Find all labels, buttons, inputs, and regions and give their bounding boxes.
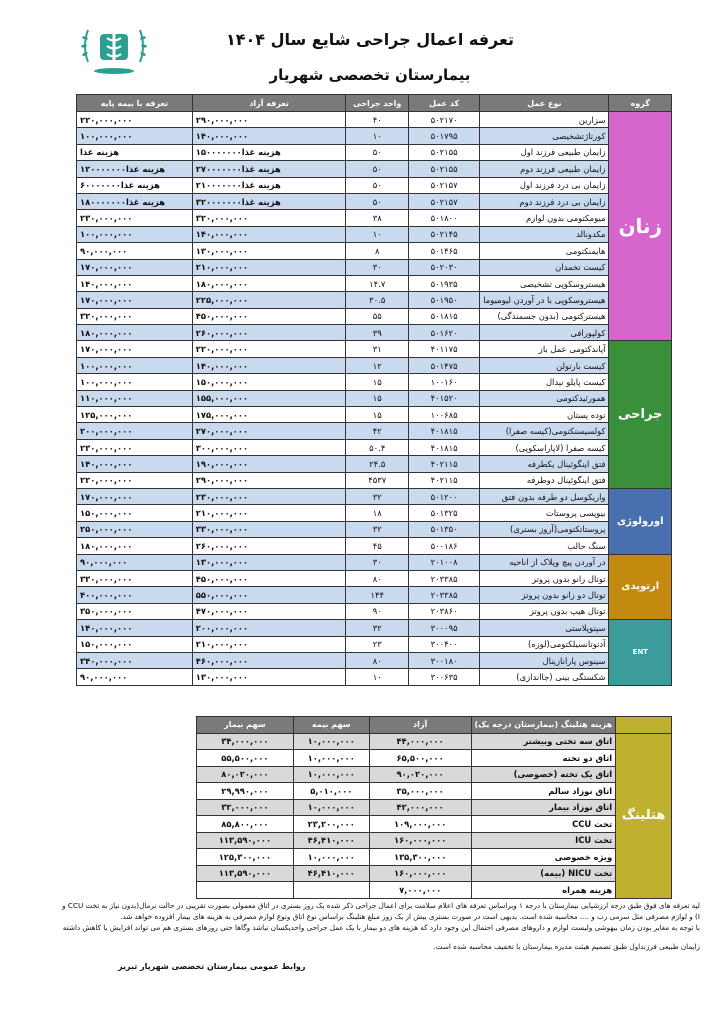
hoteling-free: ۹۰,۰۲۰,۰۰۰: [369, 766, 471, 783]
free-tariff: ۱۴۰,۰۰۰,۰۰۰: [192, 128, 346, 144]
hoteling-insurance: ۱۰,۰۰۰,۰۰۰: [293, 766, 369, 783]
operation-name: هیستروسکوپی با در آوردن لیومیوما: [480, 292, 609, 308]
operation-name: سنگ حالب: [480, 538, 609, 554]
insurance-tariff: ۱۲۵,۰۰۰,۰۰۰: [77, 407, 193, 423]
surgery-unit: ۱۴.۷: [346, 275, 409, 291]
table-row: [77, 456, 672, 472]
table-row: [77, 128, 672, 144]
operation-name: هیسترکتومی (بدون جسمندگی): [480, 308, 609, 324]
hoteling-patient: ۵۵,۵۰۰,۰۰۰: [197, 750, 294, 767]
operation-code: ۳۰۰۰۹۵: [409, 620, 480, 636]
hoteling-row: [197, 766, 672, 783]
operation-code: ۵۰۱۴۶۵: [409, 243, 480, 259]
operation-code: ۲۰۱۰۰۸: [409, 554, 480, 570]
free-tariff: ۲۲۵,۰۰۰,۰۰۰: [192, 292, 346, 308]
surgery-unit: ۳۹: [346, 325, 409, 341]
surgery-tariff-table: [76, 94, 672, 686]
hoteling-insurance: ۴۶,۴۱۰,۰۰۰: [293, 832, 369, 849]
operation-name: آپاندکتومی عمل باز: [480, 341, 609, 357]
insurance-tariff: ۱۰۰,۰۰۰,۰۰۰: [77, 357, 193, 373]
operation-code: ۵۰۲۱۵۵: [409, 144, 480, 160]
footer-public-relations: روابط عمومی بیمارستان تخصصی شهریار تبریز: [118, 962, 306, 971]
table-row: [77, 587, 672, 603]
hoteling-header-insurance: سهم بیمه: [293, 717, 369, 734]
operation-code: ۵۰۱۳۲۵: [409, 505, 480, 521]
operation-name: توده پستان: [480, 407, 609, 423]
operation-name: سینوس پارانازینال: [480, 652, 609, 668]
surgery-unit: ۱۸: [346, 505, 409, 521]
hoteling-header-row: [197, 717, 672, 734]
operation-code: ۵۰۱۷۹۵: [409, 128, 480, 144]
surgery-unit: ۱۰: [346, 128, 409, 144]
surgery-unit: ۵۰: [346, 161, 409, 177]
surgery-unit: ۳۸: [346, 210, 409, 226]
insurance-tariff: ۲۰۰,۰۰۰,۰۰۰: [77, 423, 193, 439]
operation-code: ۵۰۲۱۵۷: [409, 177, 480, 193]
surgery-unit: ۱۵: [346, 407, 409, 423]
surgery-unit: ۵۰: [346, 177, 409, 193]
notes-section: [60, 900, 700, 952]
table-row: [77, 407, 672, 423]
hoteling-insurance: ۵,۰۱۰,۰۰۰: [293, 783, 369, 800]
insurance-tariff: ۲۳۰,۰۰۰,۰۰۰: [77, 439, 193, 455]
operation-name: توتال هیپ بدون پروتز: [480, 603, 609, 619]
operation-code: ۲۰۳۳۸۵: [409, 587, 480, 603]
table-row: [77, 603, 672, 619]
surgery-unit: ۳۱: [346, 341, 409, 357]
table-row: [77, 652, 672, 668]
operation-code: ۴۰۲۱۱۵: [409, 456, 480, 472]
hoteling-header-free: آزاد: [369, 717, 471, 734]
operation-name: در آوردن پیچ وپلاک از اناحیه: [480, 554, 609, 570]
hoteling-insurance: ۲۳,۲۰۰,۰۰۰: [293, 816, 369, 833]
table-row: [77, 210, 672, 226]
operation-name: زایمان بی درد فرزند اول: [480, 177, 609, 193]
operation-code: ۳۰۰۴۰۰: [409, 636, 480, 652]
operation-name: واریکوسل دو طرفه بدون فتق: [480, 488, 609, 504]
free-tariff: ۴۵۰,۰۰۰,۰۰۰: [192, 570, 346, 586]
operation-code: ۵۰۱۴۷۵: [409, 357, 480, 373]
insurance-tariff: ۳۳۰,۰۰۰,۰۰۰: [77, 570, 193, 586]
surgery-unit: ۲۴.۵: [346, 456, 409, 472]
operation-code: ۵۰۲۱۵۵: [409, 161, 480, 177]
operation-code: ۵۰۲۱۴۵: [409, 226, 480, 242]
surgery-unit: ۱۵: [346, 374, 409, 390]
operation-code: ۴۰۱۵۲۰: [409, 390, 480, 406]
free-tariff: ۱۴۰,۰۰۰,۰۰۰: [192, 226, 346, 242]
hoteling-item: اتاق سه تختی وبیشتر: [471, 733, 616, 750]
free-tariff: هزینه غذا۳۲۰۰۰۰۰۰۰: [192, 193, 346, 209]
hoteling-insurance: ۱۰,۰۰۰,۰۰۰: [293, 799, 369, 816]
insurance-tariff: ۲۳۰,۰۰۰,۰۰۰: [77, 210, 193, 226]
hoteling-free: ۳۵,۰۰۰,۰۰۰: [369, 783, 471, 800]
insurance-tariff: ۱۴۰,۰۰۰,۰۰۰: [77, 275, 193, 291]
hoteling-item: تخت NICU (بیمه): [471, 865, 616, 882]
operation-name: کورتاژتشخیصی: [480, 128, 609, 144]
hoteling-patient: ۳۲,۰۰۰,۰۰۰: [197, 799, 294, 816]
free-tariff: ۲۶۰,۰۰۰,۰۰۰: [192, 538, 346, 554]
header-code: کد عمل: [409, 95, 480, 112]
operation-code: ۲۰۳۳۸۵: [409, 570, 480, 586]
table-row: [77, 259, 672, 275]
free-tariff: ۲۶۰,۰۰۰,۰۰۰: [192, 325, 346, 341]
operation-name: سپتوپلاستی: [480, 620, 609, 636]
surgery-unit: ۱۴۴: [346, 587, 409, 603]
header-group: گروه: [609, 95, 672, 112]
header-operation: نوع عمل: [480, 95, 609, 112]
insurance-tariff: ۳۴۰,۰۰۰,۰۰۰: [77, 652, 193, 668]
insurance-tariff: هزینه غذا۱۸۰۰۰۰۰۰۰: [77, 193, 193, 209]
free-tariff: ۱۹۰,۰۰۰,۰۰۰: [192, 456, 346, 472]
insurance-tariff: ۱۴۰,۰۰۰,۰۰۰: [77, 620, 193, 636]
header-unit: واحد جراحی: [346, 95, 409, 112]
table-row: [77, 669, 672, 685]
operation-code: ۴۰۲۱۱۵: [409, 472, 480, 488]
operation-code: ۱۰۰۱۶۰: [409, 374, 480, 390]
insurance-tariff: ۹۰,۰۰۰,۰۰۰: [77, 554, 193, 570]
hoteling-row: [197, 882, 672, 899]
insurance-tariff: ۹۰,۰۰۰,۰۰۰: [77, 669, 193, 685]
operation-name: فتق اینگوئینال یکطرفه: [480, 456, 609, 472]
operation-name: کیسه صفرا (لاپاراسکوپی): [480, 439, 609, 455]
operation-name: میومکتومی بدون لوازم: [480, 210, 609, 226]
operation-code: ۵۰۲۱۵۷: [409, 193, 480, 209]
operation-name: هایمنکتومی: [480, 243, 609, 259]
hoteling-patient: ۱۱۳,۵۹۰,۰۰۰: [197, 865, 294, 882]
insurance-tariff: ۱۰۰,۰۰۰,۰۰۰: [77, 128, 193, 144]
hoteling-header-name: هزینه هتلینگ (بیمارستان درجه یک): [471, 717, 616, 734]
hoteling-row: [197, 783, 672, 800]
group-cell: ENT: [609, 620, 672, 686]
free-tariff: ۴۵۰,۰۰۰,۰۰۰: [192, 308, 346, 324]
note-3: با توجه به مغایر بودن زمان بیهوشی ولیست لوازم و داروهای مصرفی احتمال این وجود دارد که هزینه های دو بیمار با یک عمل جراحی واحدیکسان نباشد وگاها حتی روزهای بستری هم می تواند افزایش یا کاهش داشته: [62, 923, 700, 932]
header-free-tariff: تعرفه آزاد: [192, 95, 346, 112]
insurance-tariff: ۱۰۰,۰۰۰,۰۰۰: [77, 226, 193, 242]
insurance-tariff: هزینه غذا: [77, 144, 193, 160]
insurance-tariff: هزینه غذا۶۰۰۰۰۰۰۰: [77, 177, 193, 193]
surgery-unit: ۱۵: [346, 390, 409, 406]
free-tariff: هزینه غذا۲۱۰۰۰۰۰۰۰: [192, 177, 346, 193]
table-row: [77, 620, 672, 636]
table-row: [77, 505, 672, 521]
hoteling-item: تخت CCU: [471, 816, 616, 833]
insurance-tariff: ۱۷۰,۰۰۰,۰۰۰: [77, 341, 193, 357]
operation-code: ۵۰۰۱۸۶: [409, 538, 480, 554]
table-row: [77, 341, 672, 357]
free-tariff: ۲۱۰,۰۰۰,۰۰۰: [192, 636, 346, 652]
surgery-unit: ۵۰.۴: [346, 439, 409, 455]
operation-code: ۵۰۱۹۵۰: [409, 292, 480, 308]
surgery-unit: ۸: [346, 243, 409, 259]
surgery-unit: ۳۲: [346, 521, 409, 537]
hoteling-table: [196, 716, 672, 899]
note-4: زایمان طبیعی فرزنداول طبق تصمیم هیئت مدیره بیمارستان با تخفیف محاسبه شده است.: [433, 942, 700, 951]
table-row: [77, 161, 672, 177]
hoteling-free: ۶۵,۵۰۰,۰۰۰: [369, 750, 471, 767]
operation-code: ۴۰۱۸۱۵: [409, 423, 480, 439]
hoteling-insurance: ۴۶,۴۱۰,۰۰۰: [293, 865, 369, 882]
table-row: [77, 554, 672, 570]
free-tariff: ۴۶۰,۰۰۰,۰۰۰: [192, 652, 346, 668]
surgery-unit: ۲۳: [346, 636, 409, 652]
operation-name: هیستروسکوپی تشخیصی: [480, 275, 609, 291]
hoteling-item: تخت ICU: [471, 832, 616, 849]
table-row: [77, 308, 672, 324]
surgery-unit: ۴۵۳۷: [346, 472, 409, 488]
free-tariff: ۲۱۰,۰۰۰,۰۰۰: [192, 505, 346, 521]
table-row: [77, 488, 672, 504]
hoteling-item: اتاق دو تخته: [471, 750, 616, 767]
operation-name: زایمان طبیعی فرزند اول: [480, 144, 609, 160]
surgery-unit: ۳۲: [346, 620, 409, 636]
operation-name: فتق اینگوئینال دوطرفه: [480, 472, 609, 488]
surgery-unit: ۴۲: [346, 423, 409, 439]
free-tariff: ۱۷۵,۰۰۰,۰۰۰: [192, 407, 346, 423]
insurance-tariff: ۱۰۰,۰۰۰,۰۰۰: [77, 374, 193, 390]
operation-name: کیست پایلو نیدال: [480, 374, 609, 390]
surgery-unit: ۳۲: [346, 488, 409, 504]
free-tariff: ۲۳۰,۰۰۰,۰۰۰: [192, 488, 346, 504]
insurance-tariff: ۱۵۰,۰۰۰,۰۰۰: [77, 505, 193, 521]
operation-code: ۵۰۲۰۳۰: [409, 259, 480, 275]
note-1: لیه تعرفه های فوق طبق درجه ارزشیابی بیمارستان با درجه ۱ وبراساس تعرفه های اعلام سلامت برای اعمال جراحی ذکر شده یک روز بستری در اتاق معمولی بصورت تقریبی در حالت نرمال(بدون نیاز به تخت CCU و: [62, 901, 700, 910]
header-insurance-tariff: تعرفه با بیمه پایه: [77, 95, 193, 112]
hoteling-free: ۴۴,۰۰۰,۰۰۰: [369, 733, 471, 750]
operation-name: آدنوتانسیلکتومی(لوزه): [480, 636, 609, 652]
operation-code: ۳۰۰۶۳۵: [409, 669, 480, 685]
free-tariff: ۱۸۰,۰۰۰,۰۰۰: [192, 275, 346, 291]
operation-name: توتال دو زانو بدون پروتز: [480, 587, 609, 603]
table-row: [77, 423, 672, 439]
operation-name: همورئیدکتومی: [480, 390, 609, 406]
operation-name: سزارین: [480, 112, 609, 128]
operation-code: ۵۰۱۸۰۰: [409, 210, 480, 226]
free-tariff: ۱۴۰,۰۰۰,۰۰۰: [192, 357, 346, 373]
free-tariff: ۲۹۰,۰۰۰,۰۰۰: [192, 472, 346, 488]
insurance-tariff: ۲۲۰,۰۰۰,۰۰۰: [77, 472, 193, 488]
table-row: [77, 439, 672, 455]
operation-code: ۱۰۰۶۸۵: [409, 407, 480, 423]
hoteling-patient: ۸۵,۸۰۰,۰۰۰: [197, 816, 294, 833]
operation-name: شکستگی بینی (جااندازی): [480, 669, 609, 685]
hoteling-row: [197, 799, 672, 816]
table-row: [77, 521, 672, 537]
hoteling-row: [197, 832, 672, 849]
surgery-unit: ۳۰: [346, 554, 409, 570]
insurance-tariff: ۱۴۰,۰۰۰,۰۰۰: [77, 456, 193, 472]
hoteling-row: [197, 865, 672, 882]
free-tariff: هزینه غذا۱۵۰۰۰۰۰۰۰: [192, 144, 346, 160]
free-tariff: ۲۰۰,۰۰۰,۰۰۰: [192, 620, 346, 636]
operation-name: مکدونالد: [480, 226, 609, 242]
operation-code: ۴۰۱۸۱۵: [409, 439, 480, 455]
surgery-unit: ۱۰: [346, 226, 409, 242]
operation-code: ۵۰۱۲۰۰: [409, 488, 480, 504]
surgery-unit: ۴۰: [346, 112, 409, 128]
insurance-tariff: ۹۰,۰۰۰,۰۰۰: [77, 243, 193, 259]
free-tariff: ۱۵۵,۰۰۰,۰۰۰: [192, 390, 346, 406]
hoteling-item: ویژه خصوصی: [471, 849, 616, 866]
operation-name: کیست تخمدان: [480, 259, 609, 275]
operation-code: ۵۰۱۳۵۰: [409, 521, 480, 537]
operation-code: ۴۰۱۱۷۵: [409, 341, 480, 357]
hoteling-row: [197, 733, 672, 750]
insurance-tariff: ۱۸۰,۰۰۰,۰۰۰: [77, 325, 193, 341]
insurance-tariff: ۲۲۰,۰۰۰,۰۰۰: [77, 112, 193, 128]
hoteling-item: اتاق نوزاد بیمار: [471, 799, 616, 816]
insurance-tariff: ۱۵۰,۰۰۰,۰۰۰: [77, 636, 193, 652]
free-tariff: ۴۷۰,۰۰۰,۰۰۰: [192, 603, 346, 619]
table-row: [77, 472, 672, 488]
free-tariff: ۲۱۰,۰۰۰,۰۰۰: [192, 259, 346, 275]
hoteling-row: [197, 816, 672, 833]
free-tariff: ۱۳۰,۰۰۰,۰۰۰: [192, 669, 346, 685]
operation-name: پروستاتکتومی(آروز بستری): [480, 521, 609, 537]
free-tariff: ۱۳۰,۰۰۰,۰۰۰: [192, 243, 346, 259]
table-row: [77, 357, 672, 373]
table-row: [77, 226, 672, 242]
free-tariff: ۳۳۰,۰۰۰,۰۰۰: [192, 521, 346, 537]
group-cell: ارتوپدی: [609, 554, 672, 620]
hoteling-insurance: ۱۰,۰۰۰,۰۰۰: [293, 733, 369, 750]
insurance-tariff: ۱۷۰,۰۰۰,۰۰۰: [77, 488, 193, 504]
operation-code: ۳۰۰۱۸۰: [409, 652, 480, 668]
hoteling-patient: ۱۲۵,۳۰۰,۰۰۰: [197, 849, 294, 866]
hoteling-item: هزینه همراه: [471, 882, 616, 899]
hoteling-free: ۴۲,۰۰۰,۰۰۰: [369, 799, 471, 816]
hoteling-free: ۱۰۹,۰۰۰,۰۰۰: [369, 816, 471, 833]
hoteling-insurance: ۱۰,۰۰۰,۰۰۰: [293, 750, 369, 767]
hoteling-patient: ۲۹,۹۹۰,۰۰۰: [197, 783, 294, 800]
free-tariff: ۳۲۰,۰۰۰,۰۰۰: [192, 210, 346, 226]
operation-code: ۵۰۱۶۲۰: [409, 325, 480, 341]
surgery-unit: ۹۰: [346, 603, 409, 619]
operation-code: ۵۰۲۱۷۰: [409, 112, 480, 128]
surgery-unit: ۱۲: [346, 357, 409, 373]
insurance-tariff: ۳۵۰,۰۰۰,۰۰۰: [77, 603, 193, 619]
free-tariff: ۲۷۰,۰۰۰,۰۰۰: [192, 423, 346, 439]
table-row: [77, 193, 672, 209]
hoteling-free: ۱۳۵,۳۰۰,۰۰۰: [369, 849, 471, 866]
operation-name: توتال زانو بدون پروتز: [480, 570, 609, 586]
operation-code: ۲۰۳۸۶۰: [409, 603, 480, 619]
free-tariff: هزینه غذا۲۷۰۰۰۰۰۰۰: [192, 161, 346, 177]
table-row: [77, 636, 672, 652]
hoteling-patient: ۳۴,۰۰۰,۰۰۰: [197, 733, 294, 750]
group-cell: زنان: [609, 112, 672, 341]
operation-name: بیوپسی پروستات: [480, 505, 609, 521]
hoteling-item: اتاق یک تخته (خصوصی): [471, 766, 616, 783]
table-row: [77, 570, 672, 586]
insurance-tariff: ۱۱۰,۰۰۰,۰۰۰: [77, 390, 193, 406]
table-row: [77, 275, 672, 291]
operation-name: زایمان بی درد فرزند دوم: [480, 193, 609, 209]
hoteling-group-header: [616, 717, 672, 734]
hoteling-free: ۷,۰۰۰,۰۰۰: [369, 882, 471, 899]
operation-name: کولپورافی: [480, 325, 609, 341]
table-row: [77, 112, 672, 128]
free-tariff: ۲۲۰,۰۰۰,۰۰۰: [192, 341, 346, 357]
free-tariff: ۳۰۰,۰۰۰,۰۰۰: [192, 439, 346, 455]
hoteling-patient: ۱۱۳,۵۹۰,۰۰۰: [197, 832, 294, 849]
operation-code: ۵۰۱۹۳۵: [409, 275, 480, 291]
surgery-unit: ۳۰.۵: [346, 292, 409, 308]
hoteling-patient: ۸۰,۰۲۰,۰۰۰: [197, 766, 294, 783]
insurance-tariff: ۳۲۰,۰۰۰,۰۰۰: [77, 308, 193, 324]
group-cell: اورولوژی: [609, 488, 672, 554]
free-tariff: ۲۹۰,۰۰۰,۰۰۰: [192, 112, 346, 128]
hoteling-insurance: ۱۰,۰۰۰,۰۰۰: [293, 849, 369, 866]
free-tariff: ۵۵۰,۰۰۰,۰۰۰: [192, 587, 346, 603]
free-tariff: ۱۳۰,۰۰۰,۰۰۰: [192, 554, 346, 570]
insurance-tariff: هزینه غذا۱۲۰۰۰۰۰۰۰: [77, 161, 193, 177]
surgery-unit: ۸۰: [346, 570, 409, 586]
table-row: [77, 538, 672, 554]
operation-name: کیست بارتولن: [480, 357, 609, 373]
hoteling-row: [197, 750, 672, 767]
surgery-unit: ۵۵: [346, 308, 409, 324]
operation-code: ۵۰۱۸۱۵: [409, 308, 480, 324]
insurance-tariff: ۱۸۰,۰۰۰,۰۰۰: [77, 538, 193, 554]
surgery-unit: ۵۰: [346, 193, 409, 209]
insurance-tariff: ۲۵۰,۰۰۰,۰۰۰: [77, 521, 193, 537]
table-row: [77, 144, 672, 160]
hoteling-free: ۱۶۰,۰۰۰,۰۰۰: [369, 865, 471, 882]
note-2: I) و لوازم مصرفی مثل سرمی رب و .... محاسبه شده است. بدیهی است در صورت بستری بیش از یک روز مبلغ هتلینگ براساس نوع اتاق ونوع لوازم مصرفی به هزینه های بیمار افزوده خواهد شد.: [120, 912, 700, 921]
hoteling-free: ۱۶۰,۰۰۰,۰۰۰: [369, 832, 471, 849]
table-header-row: [77, 95, 672, 112]
insurance-tariff: ۱۷۰,۰۰۰,۰۰۰: [77, 259, 193, 275]
page-title: تعرفه اعمال جراحی شایع سال ۱۴۰۴: [225, 30, 515, 49]
surgery-unit: ۵۰: [346, 144, 409, 160]
table-row: [77, 390, 672, 406]
insurance-tariff: ۱۷۰,۰۰۰,۰۰۰: [77, 292, 193, 308]
hoteling-item: اتاق نوزاد سالم: [471, 783, 616, 800]
operation-name: کولسیستکتومی(کیسه صفرا): [480, 423, 609, 439]
free-tariff: ۱۵۰,۰۰۰,۰۰۰: [192, 374, 346, 390]
hoteling-insurance: [293, 882, 369, 899]
hoteling-patient: [197, 882, 294, 899]
table-row: [77, 374, 672, 390]
table-row: [77, 177, 672, 193]
surgery-unit: ۳۰: [346, 259, 409, 275]
hospital-name: بیمارستان تخصصی شهریار: [269, 66, 471, 84]
insurance-tariff: ۴۰۰,۰۰۰,۰۰۰: [77, 587, 193, 603]
surgery-unit: ۱۰: [346, 669, 409, 685]
hoteling-row: [197, 849, 672, 866]
surgery-unit: ۸۰: [346, 652, 409, 668]
table-row: [77, 325, 672, 341]
table-row: [77, 243, 672, 259]
table-row: [77, 292, 672, 308]
surgery-unit: ۴۵: [346, 538, 409, 554]
hoteling-group-cell: هتلینگ: [616, 733, 672, 898]
hospital-logo-icon: [78, 16, 150, 76]
group-cell: جراحی: [609, 341, 672, 489]
hoteling-header-patient: سهم بیمار: [197, 717, 294, 734]
operation-name: زایمان طبیعی فرزند دوم: [480, 161, 609, 177]
